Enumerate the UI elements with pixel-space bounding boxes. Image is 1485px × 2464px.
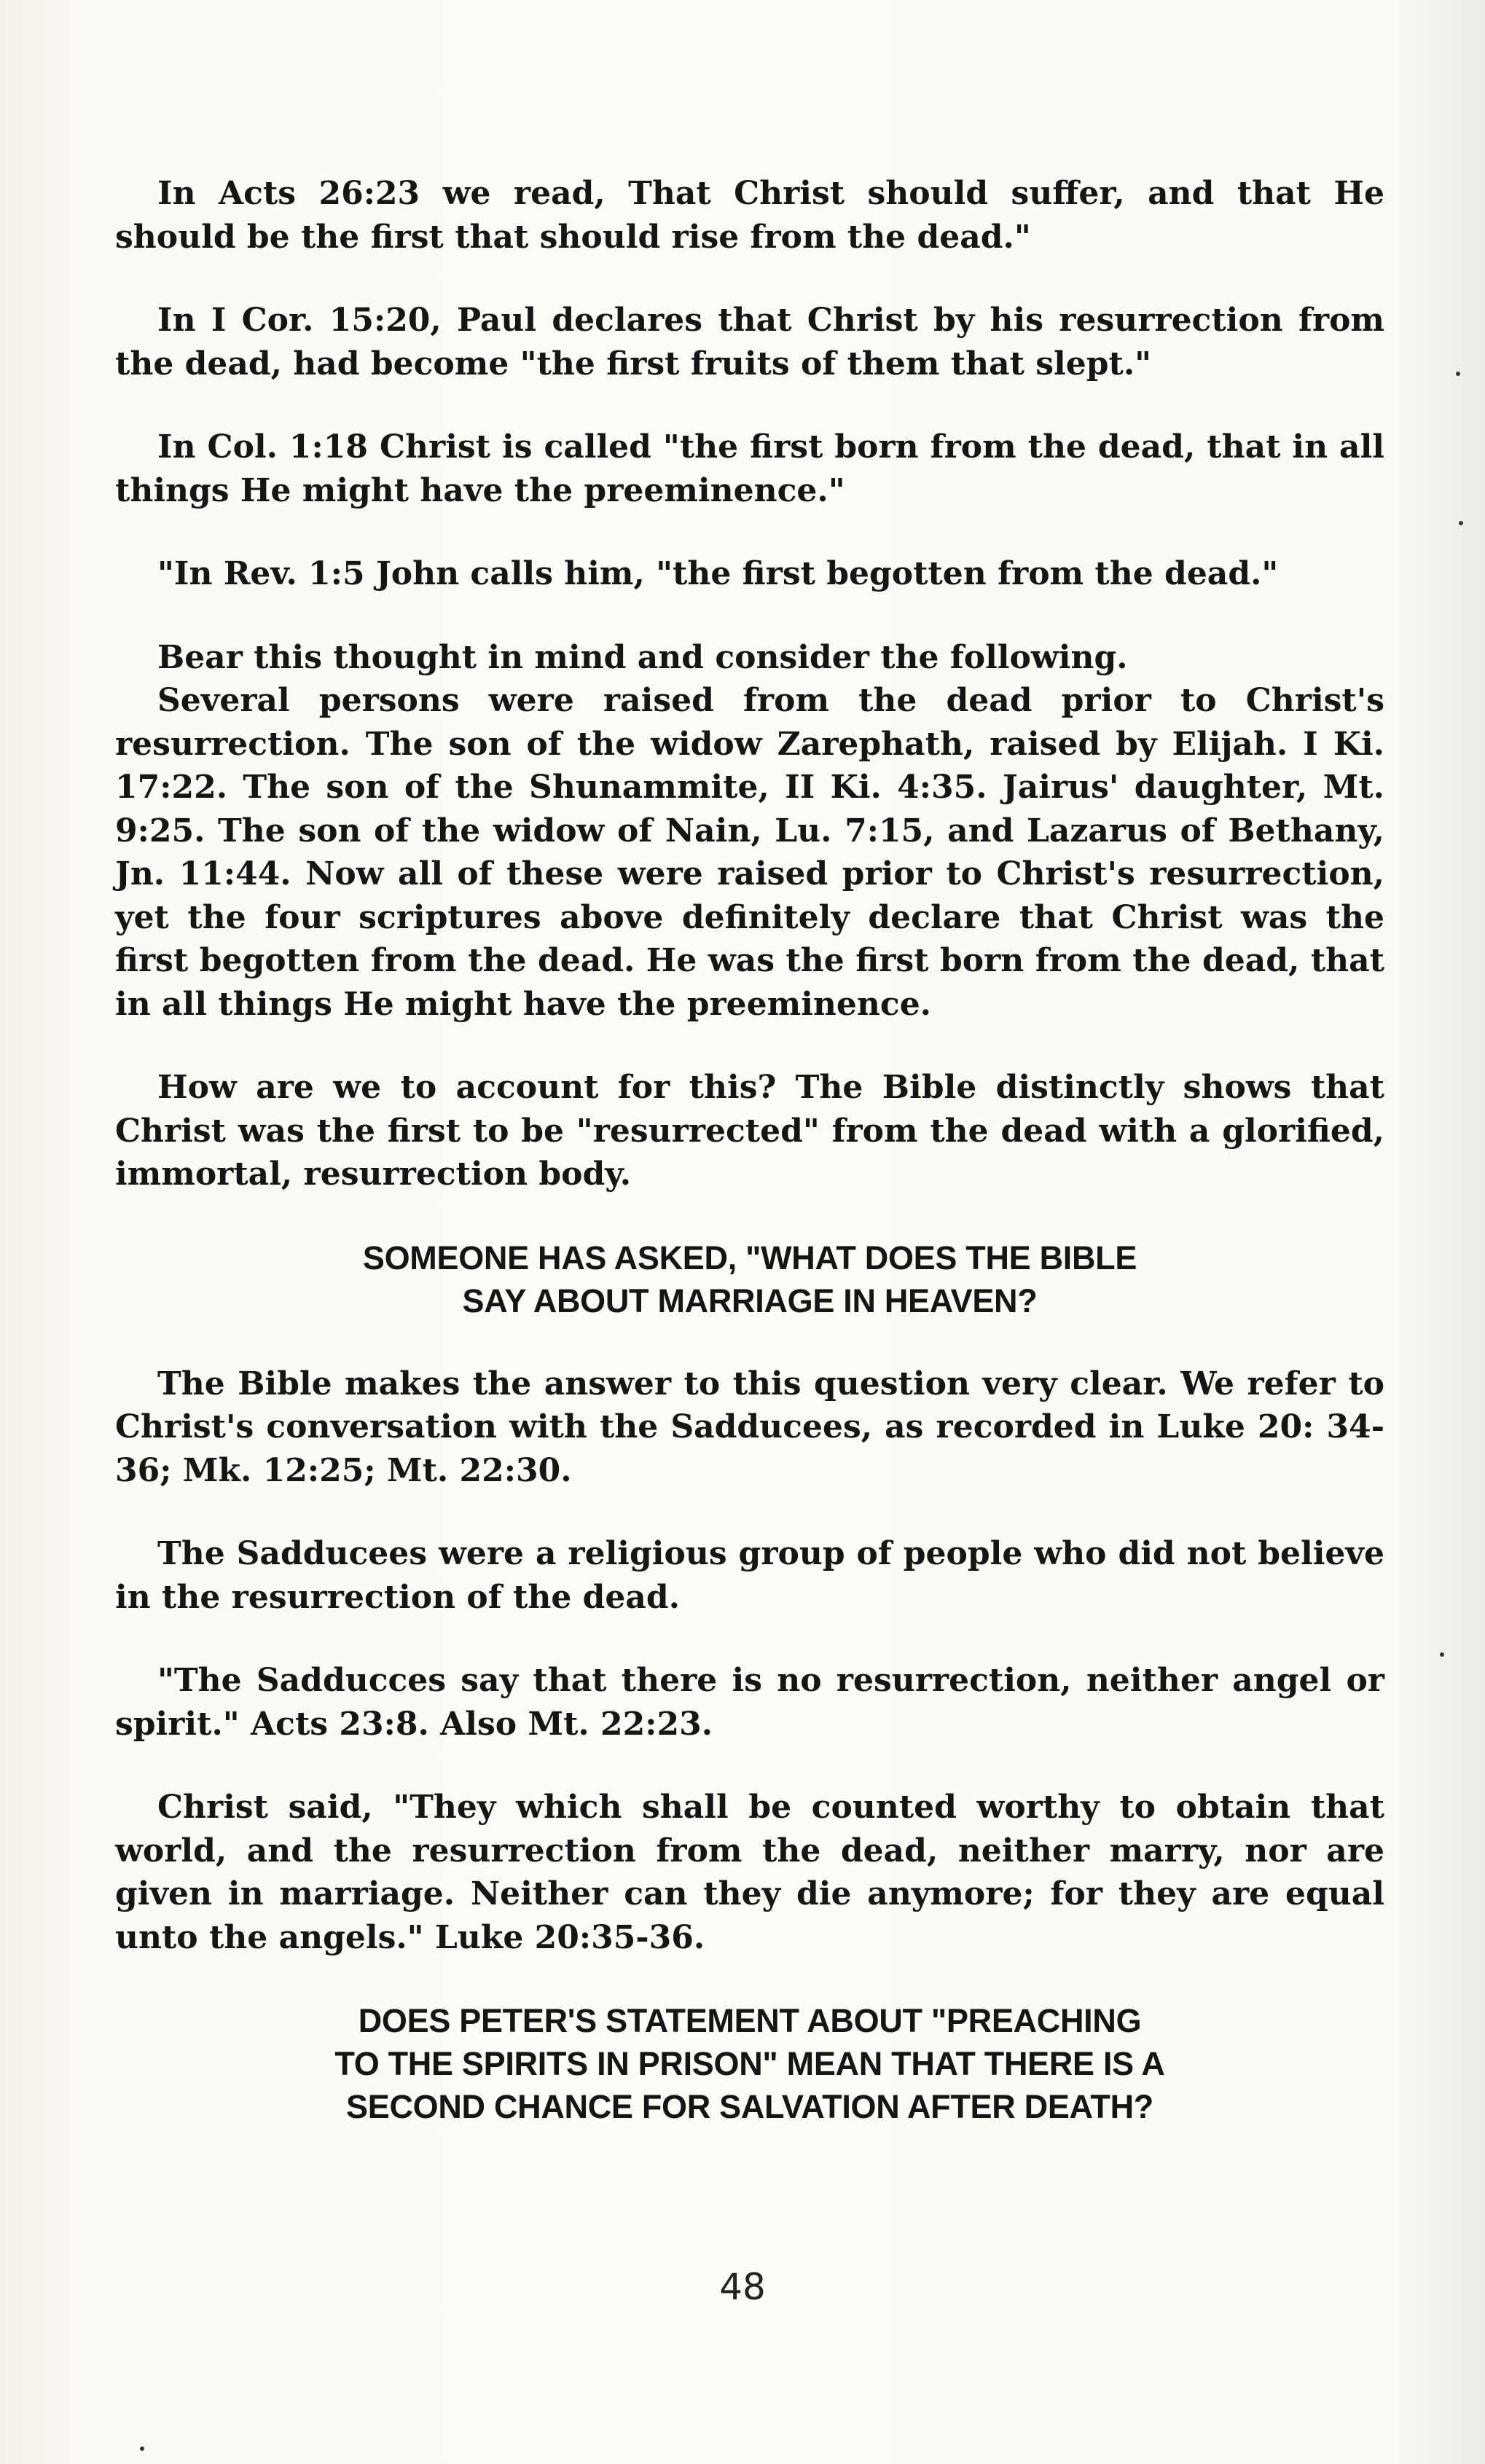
paragraph-christ-said: Christ said, "They which shall be counted worthy to obtain that world, and the resurrection from the dead, neither marry, nor are given in marriage. Neither can they die anymore; for they are equal unto the angels." Luke 20:35-36. xyxy=(115,1789,1384,1956)
paragraph-acts-quote: "The Sadducces say that there is no resurrection, neither angel or spirit." Acts 23:8. Also Mt. 22:23. xyxy=(115,1662,1384,1743)
paragraph-sadducees: The Sadducees were a religious group of people who did not believe in the resurrection of the dead. xyxy=(115,1535,1384,1616)
heading-line: SECOND CHANCE FOR SALVATION AFTER DEATH? xyxy=(346,2088,1153,2125)
paragraph-account: How are we to account for this? The Bible distinctly shows that Christ was the first to be "resurrected" from the dead with a glorified, immortal, resurrection body. xyxy=(115,1069,1384,1193)
scan-speck xyxy=(1459,521,1463,525)
heading-marriage-in-heaven xyxy=(115,1236,1384,1322)
heading-peter-statement xyxy=(115,1999,1384,2128)
scan-speck xyxy=(1456,372,1460,376)
heading-line: SOMEONE HAS ASKED, "WHAT DOES THE BIBLE xyxy=(362,1239,1137,1276)
heading-line: TO THE SPIRITS IN PRISON" MEAN THAT THERE IS A xyxy=(334,2045,1165,2082)
paragraph-bear-in-mind: Bear this thought in mind and consider the following. xyxy=(157,638,1128,676)
paragraph-acts: In Acts 26:23 we read, That Christ should suffer, and that He should be the first that should rise from the dead." xyxy=(115,175,1384,256)
heading-line: DOES PETER'S STATEMENT ABOUT "PREACHING xyxy=(358,2002,1142,2039)
paragraph-colossians: In Col. 1:18 Christ is called "the first born from the dead, that in all things He might have the preeminence." xyxy=(115,428,1384,509)
paragraph-revelation: "In Rev. 1:5 John calls him, "the first begotten from the dead." xyxy=(157,555,1279,592)
paragraph-answer: The Bible makes the answer to this question very clear. We refer to Christ's conversation with the Sadducees, as recorded in Luke 20: 34-36; Mk. 12:25; Mt. 22:30. xyxy=(115,1365,1384,1489)
scan-speck xyxy=(1440,1652,1444,1657)
scan-speck xyxy=(140,2447,144,2451)
page-text xyxy=(115,172,1384,2168)
paragraph-corinthians: In I Cor. 15:20, Paul declares that Christ by his resurrection from the dead, had become "the first fruits of them that slept." xyxy=(115,302,1384,382)
paragraph-raised-persons: Several persons were raised from the dead prior to Christ's resurrection. The son of the widow Zarephath, raised by Elijah. I Ki. 17:22. The son of the Shunammite, II Ki. 4:35. Jairus' daughter, Mt. 9:25. The son of the widow of Nain, Lu. 7:15, and Lazarus of Bethany, Jn. 11:44. Now all of these were raised prior to Christ's resurrection, yet the four scriptures above definitely declare that Christ was the first begotten from the dead. He was the first born from the dead, that in all things He might have the preeminence. xyxy=(115,682,1384,1023)
heading-line: SAY ABOUT MARRIAGE IN HEAVEN? xyxy=(462,1282,1038,1319)
page-number: 48 xyxy=(719,2266,766,2308)
